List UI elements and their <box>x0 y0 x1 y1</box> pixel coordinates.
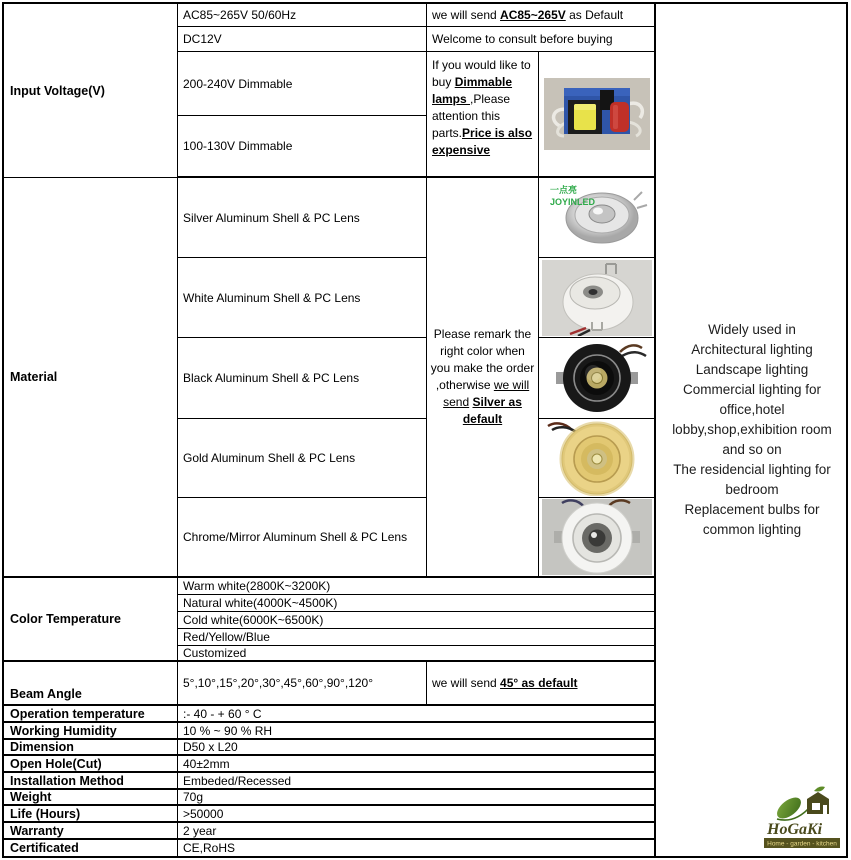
material-option-silver: Silver Aluminum Shell & PC Lens <box>178 178 427 258</box>
ct-customized: Customized <box>178 646 655 662</box>
spec-label-open-hole: Open Hole(Cut) <box>4 756 178 773</box>
ct-rgb: Red/Yellow/Blue <box>178 629 655 646</box>
value-ac-voltage: AC85~265V 50/60Hz <box>178 4 427 27</box>
note-dimmable: If you would like to buy Dimmable lamps ,Please attention this parts.Price is also expensive <box>427 52 539 178</box>
white-lamp-illustration <box>542 260 652 336</box>
spec-label-life-hours: Life (Hours) <box>4 806 178 823</box>
material-option-chrome: Chrome/Mirror Aluminum Shell & PC Lens <box>178 498 427 578</box>
watermark-joyinled: JOYINLED <box>549 196 595 207</box>
material-label: Material <box>10 370 58 384</box>
spec-value-operation-temp: :- 40 - + 60 ° C <box>178 706 655 723</box>
watermark-cn: 一点亮 <box>549 184 577 195</box>
spec-value-dimension: D50 x L20 <box>178 740 655 756</box>
spec-label-working-humidity: Working Humidity <box>4 723 178 740</box>
spec-value-installation: Embeded/Recessed <box>178 773 655 790</box>
chrome-lamp-photo <box>539 498 655 578</box>
ct-cold-white: Cold white(6000K~6500K) <box>178 612 655 629</box>
black-lamp-photo <box>539 338 655 419</box>
material-option-black: Black Aluminum Shell & PC Lens <box>178 338 427 419</box>
logo-wordmark: HoGaKi <box>767 821 823 838</box>
value-100-130-dimmable: 100-130V Dimmable <box>178 116 427 178</box>
input-voltage-label: Input Voltage(V) <box>10 83 105 98</box>
hogaki-logo <box>761 786 843 850</box>
led-driver-photo <box>539 52 655 178</box>
spec-value-life-hours: >50000 <box>178 806 655 823</box>
spec-table <box>2 2 848 858</box>
note-default-voltage: we will send AC85~265V as Default <box>427 4 655 27</box>
led-driver-illustration <box>544 74 650 154</box>
spec-label-dimension: Dimension <box>4 740 178 756</box>
logo-tagline: Home - garden - kitchen <box>767 840 837 848</box>
leaf-icon <box>773 793 804 822</box>
gold-lamp-illustration <box>542 420 652 496</box>
value-200-240-dimmable: 200-240V Dimmable <box>178 52 427 116</box>
note-consult: Welcome to consult before buying <box>427 27 655 52</box>
row-label-material <box>4 178 178 578</box>
spec-label-warranty: Warranty <box>4 823 178 840</box>
white-lamp-photo <box>539 258 655 338</box>
row-label-beam-angle: Beam Angle <box>4 662 178 706</box>
material-option-white: White Aluminum Shell & PC Lens <box>178 258 427 338</box>
row-label-input-voltage <box>4 4 178 178</box>
note-beam-default: we will send 45° as default <box>427 662 655 706</box>
row-label-color-temperature: Color Temperature <box>4 578 178 662</box>
spec-label-operation-temp: Operation temperature <box>4 706 178 723</box>
beam-angle-values: 5°,10°,15°,20°,30°,45°,60°,90°,120° <box>178 662 427 706</box>
applications-panel <box>655 4 846 856</box>
ct-natural-white: Natural white(4000K~4500K) <box>178 595 655 612</box>
value-dc-voltage: DC12V <box>178 27 427 52</box>
spec-label-installation: Installation Method <box>4 773 178 790</box>
black-lamp-illustration <box>542 340 652 416</box>
ct-warm-white: Warm white(2800K~3200K) <box>178 578 655 595</box>
silver-lamp-illustration <box>542 180 652 256</box>
silver-lamp-photo <box>539 178 655 258</box>
spec-value-warranty: 2 year <box>178 823 655 840</box>
gold-lamp-photo <box>539 419 655 498</box>
spec-label-certificated: Certificated <box>4 840 178 856</box>
hogaki-logo-graphic <box>761 786 843 850</box>
material-option-gold: Gold Aluminum Shell & PC Lens <box>178 419 427 498</box>
spec-value-open-hole: 40±2mm <box>178 756 655 773</box>
spec-value-weight: 70g <box>178 790 655 806</box>
note-material-remark: Please remark the right color when you make the order ,otherwise we will send Silver as default <box>427 178 539 578</box>
chrome-lamp-illustration <box>542 499 652 575</box>
spec-label-weight: Weight <box>4 790 178 806</box>
spec-value-certificated: CE,RoHS <box>178 840 655 856</box>
spec-value-working-humidity: 10 % ~ 90 % RH <box>178 723 655 740</box>
applications-text: Widely used in Architectural lighting Landscape lighting Commercial lighting for office,hotel lobby,shop,exhibition room and so on The residencial lighting for bedroom Replacement bulbs for common lighting <box>672 322 832 537</box>
